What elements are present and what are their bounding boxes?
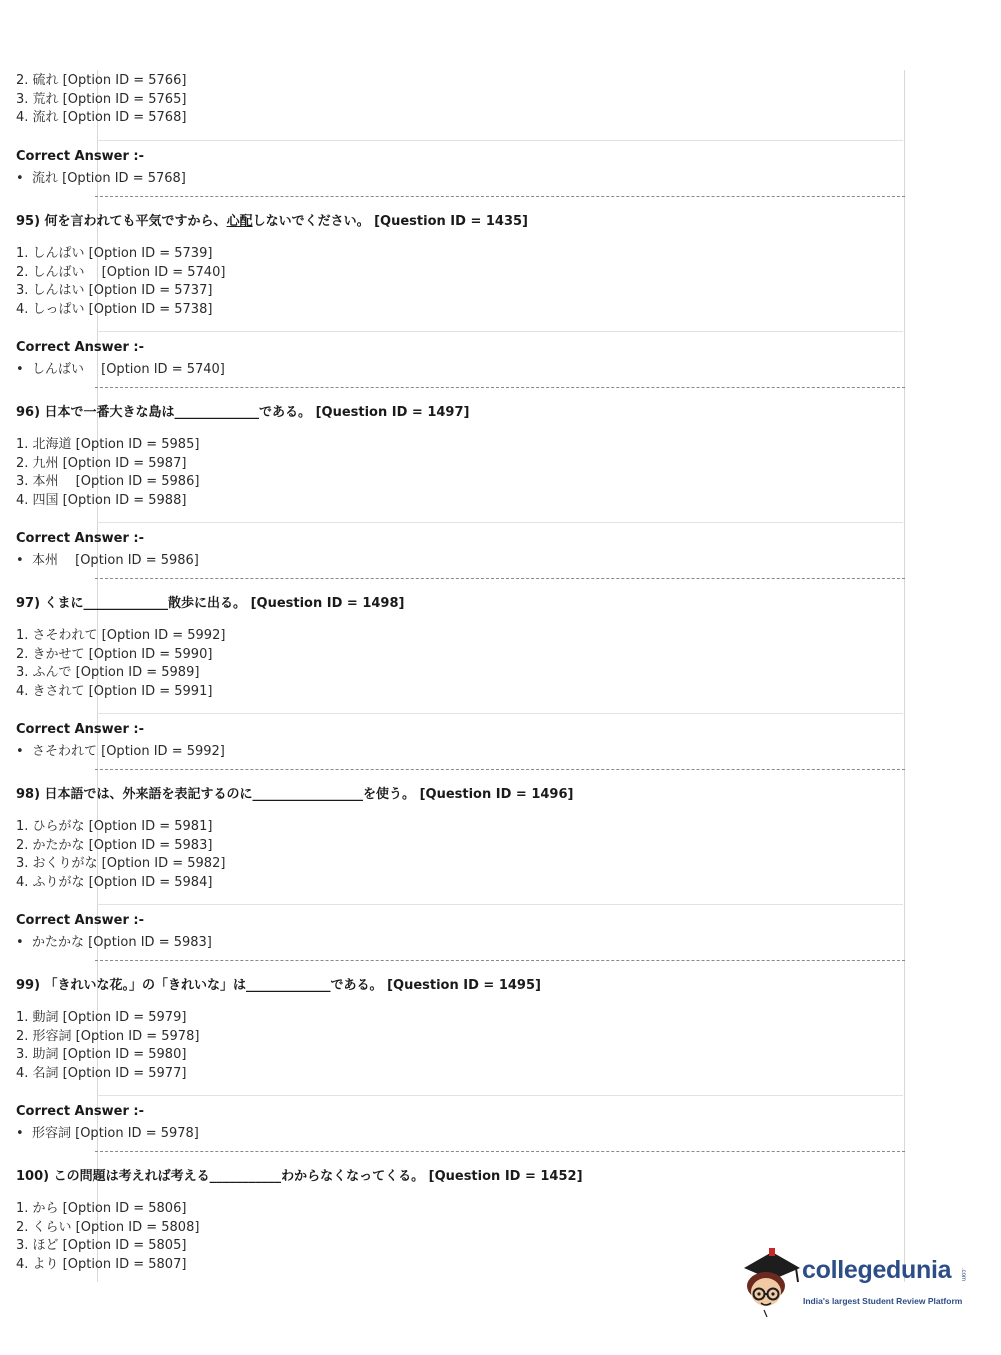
question-separator bbox=[95, 960, 905, 961]
logo-domain: .com bbox=[960, 1268, 966, 1282]
question-text: 99) 「きれいな花。」の「きれいな」は_____________である。 [Question ID = 1495] bbox=[16, 978, 541, 993]
question-text: 97) くまに_____________散歩に出る。 [Question ID = 1498] bbox=[16, 596, 405, 611]
divider bbox=[97, 1095, 903, 1096]
correct-answer: • 本州 [Option ID = 5986] bbox=[16, 553, 199, 568]
option: 2. 硫れ [Option ID = 5766] bbox=[16, 73, 187, 88]
divider bbox=[97, 522, 903, 523]
option: 4. 名詞 [Option ID = 5977] bbox=[16, 1065, 187, 1081]
question-text: 96) 日本で一番大きな島は_____________である。 [Question ID = 1497] bbox=[16, 405, 470, 420]
correct-answer-label: Correct Answer :- bbox=[16, 149, 144, 164]
answer-96 bbox=[0, 530, 806, 570]
option: 2. しんばい [Option ID = 5740] bbox=[16, 264, 226, 280]
divider bbox=[97, 331, 903, 332]
option: 1. 動詞 [Option ID = 5979] bbox=[16, 1010, 187, 1025]
option: 4. より [Option ID = 5807] bbox=[16, 1256, 187, 1272]
option: 3. おくりがな [Option ID = 5982] bbox=[16, 856, 226, 871]
question-100 bbox=[0, 1168, 806, 1274]
correct-answer-label: Correct Answer :- bbox=[16, 722, 144, 737]
question-text: 98) 日本語では、外来語を表記するのに_________________を使う。 [Question ID = 1496] bbox=[16, 787, 574, 802]
mascot-graduation-cap-icon bbox=[740, 1248, 802, 1318]
option: 1. さそわれて [Option ID = 5992] bbox=[16, 628, 226, 643]
divider bbox=[97, 904, 903, 905]
correct-answer-label: Correct Answer :- bbox=[16, 913, 144, 928]
option: 3. 助詞 [Option ID = 5980] bbox=[16, 1047, 187, 1062]
option: 2. かたかな [Option ID = 5983] bbox=[16, 837, 213, 853]
option: 3. 本州 [Option ID = 5986] bbox=[16, 474, 200, 489]
question-97 bbox=[0, 595, 806, 701]
question-separator bbox=[95, 578, 905, 579]
option: 2. 形容詞 [Option ID = 5978] bbox=[16, 1028, 200, 1044]
option: 3. ふんで [Option ID = 5989] bbox=[16, 665, 200, 680]
option: 2. くらい [Option ID = 5808] bbox=[16, 1219, 200, 1235]
option: 4. しっぱい [Option ID = 5738] bbox=[16, 301, 213, 317]
divider bbox=[97, 713, 903, 714]
option: 4. 四国 [Option ID = 5988] bbox=[16, 492, 187, 508]
question-text: 100) この問題は考えれば考える___________わからなくなってくる。 [Question ID = 1452] bbox=[16, 1169, 583, 1184]
question-separator bbox=[95, 1151, 905, 1152]
option: 2. 九州 [Option ID = 5987] bbox=[16, 455, 187, 471]
option: 4. ふりがな [Option ID = 5984] bbox=[16, 874, 213, 890]
question-95 bbox=[0, 213, 806, 319]
option: 1. ひらがな [Option ID = 5981] bbox=[16, 819, 213, 834]
option: 4. きされて [Option ID = 5991] bbox=[16, 683, 213, 699]
prev-options bbox=[0, 72, 806, 128]
correct-answer-label: Correct Answer :- bbox=[16, 1104, 144, 1119]
question-96 bbox=[0, 404, 806, 510]
correct-answer: • 形容詞 [Option ID = 5978] bbox=[16, 1126, 199, 1141]
question-98 bbox=[0, 786, 806, 892]
option: 1. 北海道 [Option ID = 5985] bbox=[16, 437, 200, 452]
option: 3. しんはい [Option ID = 5737] bbox=[16, 283, 213, 298]
correct-answer: • かたかな [Option ID = 5983] bbox=[16, 935, 212, 950]
divider bbox=[97, 140, 903, 141]
correct-answer: • さそわれて [Option ID = 5992] bbox=[16, 744, 225, 759]
prev-answer bbox=[0, 148, 806, 188]
option: 3. 荒れ [Option ID = 5765] bbox=[16, 91, 187, 107]
answer-97 bbox=[0, 721, 806, 761]
question-99 bbox=[0, 977, 806, 1083]
logo-tagline: India's largest Student Review Platform bbox=[803, 1296, 963, 1306]
question-text: 95) 何を言われても平気ですから、心配しないでください。 [Question ID = 1435] bbox=[16, 214, 528, 229]
question-separator bbox=[95, 387, 905, 388]
option: 2. きかせて [Option ID = 5990] bbox=[16, 646, 213, 662]
answer-99 bbox=[0, 1103, 806, 1143]
answer-98 bbox=[0, 912, 806, 952]
option: 4. 流れ [Option ID = 5768] bbox=[16, 110, 187, 125]
option: 3. ほど [Option ID = 5805] bbox=[16, 1238, 187, 1253]
question-separator bbox=[95, 196, 905, 197]
collegedunia-logo bbox=[740, 1248, 980, 1318]
logo-wordmark: collegedunia bbox=[802, 1256, 952, 1284]
correct-answer-label: Correct Answer :- bbox=[16, 531, 144, 546]
correct-answer-label: Correct Answer :- bbox=[16, 340, 144, 355]
option: 1. しんぱい [Option ID = 5739] bbox=[16, 246, 213, 261]
correct-answer: • 流れ [Option ID = 5768] bbox=[16, 171, 186, 186]
answer-95 bbox=[0, 339, 806, 379]
correct-answer: • しんばい [Option ID = 5740] bbox=[16, 362, 225, 377]
question-separator bbox=[95, 769, 905, 770]
option: 1. から [Option ID = 5806] bbox=[16, 1201, 187, 1216]
